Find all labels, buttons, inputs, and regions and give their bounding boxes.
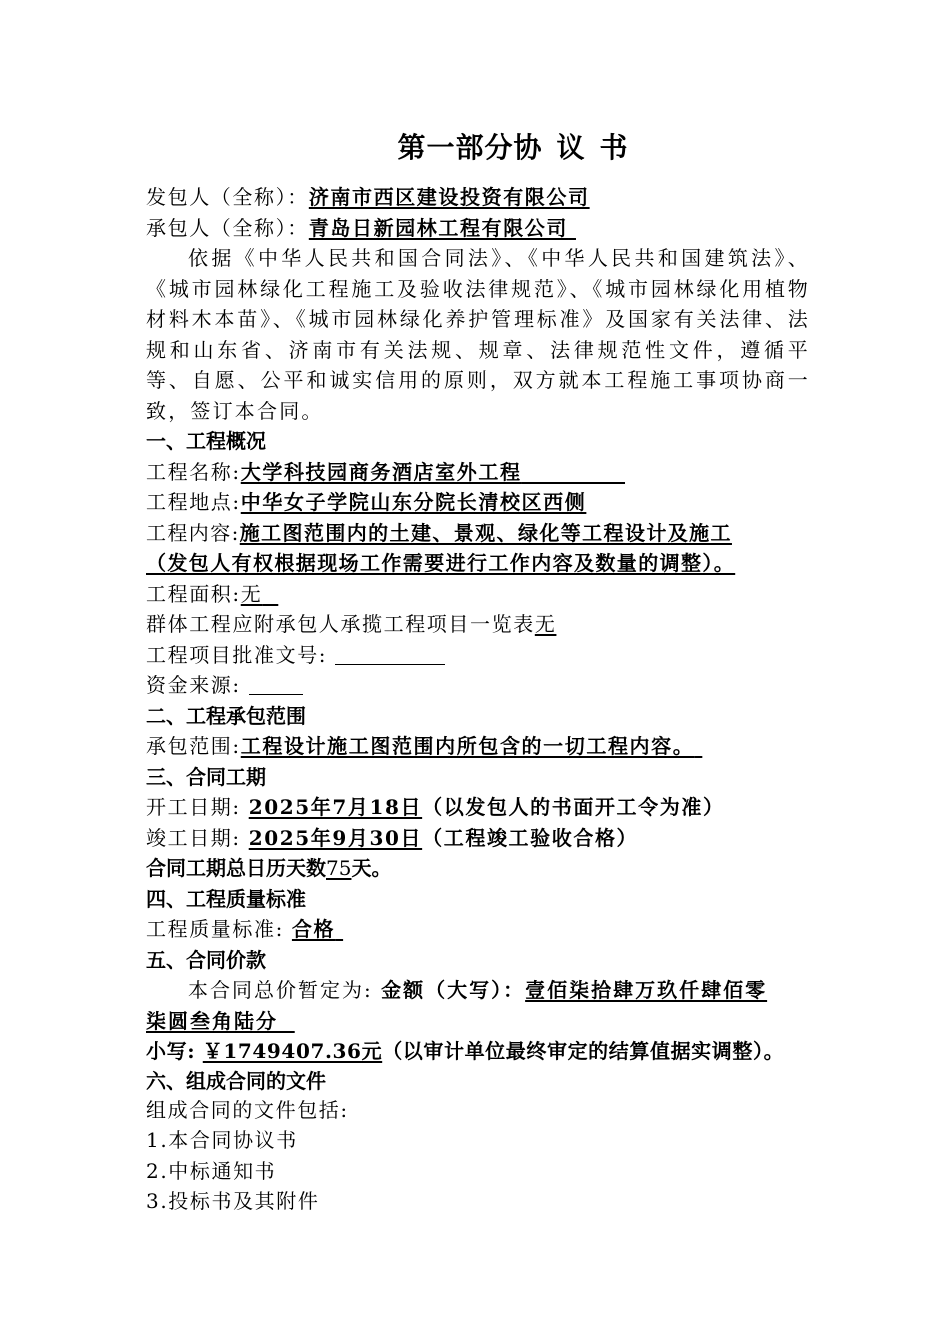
end-date-label: 竣工日期:	[146, 825, 241, 850]
scope-value: 工程设计施工图范围内所包含的一切工程内容。	[240, 734, 695, 758]
amount-small-value: ￥1749407.36元	[202, 1039, 383, 1063]
document-item-2: 2.中标通知书	[146, 1158, 277, 1183]
total-days-suffix: 天。	[351, 856, 392, 880]
start-date-note: （以发包人的书面开工令为准）	[422, 795, 725, 819]
project-area-label: 工程面积:	[146, 581, 241, 606]
section1-heading: 一、工程概况	[146, 429, 266, 453]
total-days-line	[146, 853, 810, 884]
employer-name: 济南市西区建设投资有限公司	[308, 185, 590, 209]
start-date-line	[146, 792, 810, 823]
quality-label: 工程质量标准:	[146, 917, 284, 941]
scope-line	[146, 731, 810, 762]
project-name-value: 大学科技园商务酒店室外工程	[240, 459, 522, 484]
scope-label: 承包范围:	[146, 734, 241, 758]
amount-caps-value-2: 柒圆叁角陆分	[146, 1008, 278, 1033]
end-date-note: （工程竣工验收合格）	[422, 825, 639, 850]
employer-line	[146, 182, 810, 213]
title-word-1: 议	[556, 131, 586, 164]
amount-small-line	[146, 1036, 810, 1067]
section6-heading: 六、组成合同的文件	[146, 1068, 326, 1093]
amount-small-label: 小写:	[146, 1039, 196, 1063]
document-item-3: 3.投标书及其附件	[146, 1189, 320, 1213]
contractor-line	[146, 213, 810, 244]
page-title	[146, 128, 810, 168]
start-date-label: 开工日期:	[146, 795, 241, 819]
end-date-line	[146, 823, 810, 854]
project-content-value-2: （发包人有权根据现场工作需要进行工作内容及数量的调整）。	[146, 551, 736, 575]
section5-heading: 五、合同价款	[146, 947, 266, 972]
amount-note: （以审计单位最终审定的结算值据实调整）。	[382, 1039, 785, 1063]
project-location-label: 工程地点:	[146, 490, 241, 514]
amount-caps-label: 金额（大写）：	[381, 978, 526, 1002]
price-block	[146, 975, 810, 1036]
title-word-2: 书	[599, 131, 629, 164]
fund-label: 资金来源:	[146, 673, 241, 697]
contractor-name: 青岛日新园林工程有限公司	[308, 215, 569, 240]
intro-text: 依据《中华人民共和国合同法》、《中华人民共和国建筑法》、《城市园林绿化工程施工及验收法律规范》、《城市园林绿化用植物材料木本苗》、《城市园林绿化养护管理标准》及国家有关法律、法规和山东省、济南市有关法规、规章、法律规范性文件，遵循平等、自愿、公平和诚实信用的原则，双方就本工程施工事项协商一致，签订本合同。	[146, 246, 810, 423]
project-content-value-1: 施工图范围内的土建、景观、绿化等工程设计及施工	[239, 520, 732, 545]
group-project-value: 无	[534, 612, 557, 636]
end-date-value: 2025年9月30日	[248, 825, 423, 850]
section2-heading: 二、工程承包范围	[146, 703, 306, 728]
project-name-line	[146, 457, 810, 488]
price-prefix: 本合同总价暂定为:	[188, 978, 373, 1002]
approval-label: 工程项目批准文号:	[146, 642, 328, 667]
section4-heading: 四、工程质量标准	[146, 886, 306, 911]
total-days-value: 75	[326, 856, 352, 880]
approval-blank	[335, 644, 445, 665]
group-project-label: 群体工程应附承包人承揽工程项目一览表	[146, 612, 535, 636]
fund-line	[146, 670, 810, 701]
project-name-label: 工程名称:	[146, 459, 241, 484]
quality-value: 合格	[291, 917, 336, 941]
group-project-line	[146, 609, 810, 640]
total-days-prefix: 合同工期总日历天数	[146, 856, 326, 880]
contractor-label: 承包人（全称）：	[146, 215, 309, 240]
project-area-value: 无	[240, 581, 263, 606]
project-area-line	[146, 579, 810, 610]
documents-intro: 组成合同的文件包括:	[146, 1097, 349, 1122]
fund-blank	[249, 674, 303, 695]
start-date-value: 2025年7月18日	[248, 795, 423, 819]
project-content-label: 工程内容:	[146, 520, 240, 545]
employer-label: 发包人（全称）：	[146, 185, 309, 209]
section3-heading: 三、合同工期	[146, 764, 266, 789]
project-location-value: 中华女子学院山东分院长清校区西侧	[240, 490, 587, 514]
project-location-line	[146, 487, 810, 518]
quality-line	[146, 914, 810, 945]
title-main: 第一部分协	[397, 131, 543, 164]
approval-line	[146, 640, 810, 671]
amount-caps-value-1: 壹佰柒拾肆万玖仟肆佰零	[525, 978, 768, 1002]
document-item-1: 1.本合同协议书	[146, 1128, 298, 1152]
intro-paragraph	[146, 243, 810, 426]
project-content-block	[146, 518, 810, 579]
